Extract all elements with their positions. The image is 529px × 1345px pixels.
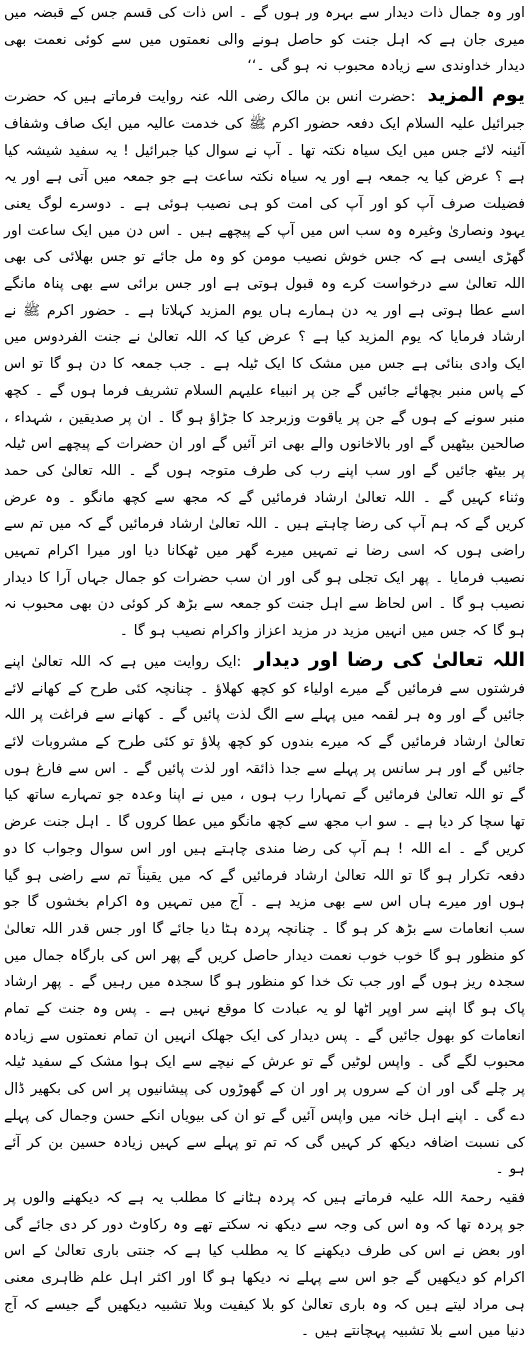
intro-text: اور وہ جمال ذات دیدار سے بہرہ ور ہوں گے ۔ اس ذات کی قسم جس کے قبضہ میں میری جان ہے کہ اہل جنت کو حاصل ہونے والی نعمتوں میں سے کوئی نعمت بھی دیدار خداوندی سے زیادہ محبوب نہ ہو گی ۔‘‘ [4,5,525,75]
raza-aur-deedar-text: :ایک روایت میں ہے کہ اللہ تعالیٰ اپنے فرشتوں سے فرمائیں گے میرے اولیاء کو کچھ کھلاؤ ۔ چنانچہ کئی طرح کے کھانے لائے جائیں گے اور وہ ہر لقمہ میں پہلے سے الگ لذت پائیں گے ۔ کھانے سے فراغت پر اللہ تعالیٰ ارشاد فرمائیں گے کہ میرے بندوں کو کچھ پلاؤ تو کئی طرح کے مشروبات لائے جائیں گے اور ہر سانس پر پہلے سے جدا ذائقہ اور لذت پائیں گے ۔ اس سے فارغ ہوں گے تو اللہ تعالیٰ فرمائیں گے تمہارا رب ہوں ، میں نے اپنا وعدہ جو تمہارے ساتھ کیا تھا سچا کر دیا ہے ۔ سو اب مجھ سے کچھ مانگو میں عطا کروں گا ۔ اہل جنت عرض کریں گے ۔ اے اللہ ! ہم آپ کی رضا مندی چاہتے ہیں اور اس سوال وجواب کا دو دفعہ تکرار ہو گا تو اللہ تعالیٰ ارشاد فرمائیں گے کہ میں یقیناً تم سے راضی ہو گیا ہوں اور میرے ہاں اس سے بھی مزید ہے ۔ آج میں تمہیں وہ اکرام بخشوں گا جو سب انعامات سے بڑھ کر ہو گا ۔ چنانچہ پردہ ہٹا دیا جائے گا اور جس قدر اللہ تعالیٰ کو منظور ہو گا خوب خوب نعمت دیدار حاصل کریں گے پھر اس کی بارگاہ جمال میں سجدہ ریز ہوں گے اور جب تک خدا کو منظور ہو گا سجدہ میں رہیں گے ۔ پھر ارشاد پاک ہو گا اپنے سر اوپر اٹھا لو یہ عبادت کا موقع نہیں ہے ۔ پس وہ جنت کے تمام انعامات کو بھول جائیں گے ۔ پس دیدار کی ایک جھلک انہیں ان تمام نعمتوں سے زیادہ محبوب لگے گی ۔ واپس لوٹیں گے تو عرش کے نیچے سے ایک ہوا مشک کے سفید ٹیلہ پر چلے گی اور ان کے سروں پر اور ان کے گھوڑوں کی پیشانیوں پر اس کی بکھیر ڈال دے گی ۔ اپنے اہل خانہ میں واپس آئیں گے تو ان کی بیویاں انکے حسن وجمال کی پہلے کی نسبت اضافہ دیکھ کر کہیں گی کہ تم تو پہلے سے کہیں زیادہ حسین بن کر آئے ہو ۔ [4,653,525,1178]
yaum-al-mazeed-paragraph [4,82,525,645]
faqih-note-text: فقیہ رحمۃ اللہ علیہ فرماتے ہیں کہ پردہ ہٹانے کا مطلب یہ ہے کہ دیکھنے والوں پر جو پردہ تھا کہ وہ اس کی وجہ سے دیکھ نہ سکتے تھے وہ رکاوٹ دور کر دی جائے گی اور بعض نے اس کی طرف دیکھنے کا یہ مطلب کیا ہے کہ جنتی باری تعالیٰ کے اس اکرام کو دیکھیں گے جو اس سے پہلے نہ دیکھا ہو گا اور اکثر اہل علم ظاہری معنی ہی مراد لیتے ہیں کہ وہ باری تعالیٰ کو بلا کیفیت وبلا تشبیہ دیکھیں گے جیسے کہ آج دنیا میں اسے بلا تشبیہ پہچانتے ہیں ۔ [4,1189,525,1340]
raza-aur-deedar-paragraph [4,647,525,1183]
yaum-al-mazeed-text: :حضرت انس بن مالک رضی اللہ عنہ روایت فرماتے ہیں کہ حضرت جبرائیل علیہ السلام ایک دفعہ حضور اکرم ﷺ کی خدمت عالیہ میں ایک صاف وشفاف آئینہ لائے جس میں ایک سیاہ نکتہ تھا ۔ آپ نے سوال کیا جبرائیل ! یہ سفید شیشہ کیا ہے ؟ عرض کیا یہ جمعہ ہے اور یہ سیاہ نکتہ ساعت ہے جو جمعہ میں آتی ہے اور یہ فضیلت صرف آپ کو اور آپ کی امت کو ہی نصیب ہوئی ہے ۔ دوسرے لوگ یعنی یہود ونصاریٰ وغیرہ وہ سب اس میں آپ کے پیچھے ہیں ۔ اس دن میں ایک ساعت اور گھڑی ایسی ہے کہ جس خوش نصیب مومن کو وہ مل جائے تو جس بھلائی کی بھی اللہ تعالیٰ سے درخواست کرے وہ قبول ہوتی ہے اور جس برائی سے بھی پناہ مانگے اسے عطا ہوتی ہے اور یہ دن ہمارے ہاں یوم المزید کہلاتا ہے ۔ حضور اکرم ﷺ نے ارشاد فرمایا کہ یوم المزید کیا ہے ؟ عرض کیا کہ اللہ تعالیٰ نے جنت الفردوس میں ایک وادی بنائی ہے جس میں مشک کا ایک ٹیلہ ہے ۔ جب جمعہ کا دن ہو گا تو اس کے پاس منبر بچھائے جائیں گے جن پر انبیاء علیہم السلام تشریف فرما ہوں گے ۔ کچھ منبر سونے کے ہوں گے جن پر یاقوت وزبرجد کا جڑاؤ ہو گا ۔ ان پر صدیقین ، شہداء ، صالحین بیٹھیں گے اور بالاخانوں والے بھی اتر آئیں گے اور ان حضرات کے پیچھے اس ٹیلہ پر بیٹھ جائیں گے اور سب اپنے رب کی طرف متوجہ ہوں گے ۔ اللہ تعالیٰ کی حمد وثناء کہیں گے ۔ اللہ تعالیٰ ارشاد فرمائیں گے کہ مجھ سے کچھ مانگو ۔ وہ عرض کریں گے کہ ہم آپ کی رضا چاہتے ہیں ۔ اللہ تعالیٰ ارشاد فرمائیں گے کہ میں تم سے راضی ہوں کہ اسی رضا نے تمہیں میرے گھر میں ٹھکانا دیا اور میرا اکرام تمہیں نصیب فرمایا ۔ پھر ایک تجلی ہو گی اور ان سب حضرات کو جمال جہاں آرا کا دیدار نصیب ہو گا ۔ اس لحاظ سے اہل جنت کو جمعہ سے بڑھ کر کوئی دن بھی محبوب نہ ہو گا کہ جس میں انہیں مزید در مزید اعزاز واکرام نصیب ہو گا ۔ [4,89,525,640]
section-heading-raza-aur-deedar: اللہ تعالیٰ کی رضا اور دیدار [254,648,525,671]
faqih-note-paragraph [4,1185,525,1345]
intro-paragraph [4,0,525,80]
urdu-book-page [4,0,525,1340]
section-heading-yaum-al-mazeed: یوم المزید [427,84,525,107]
